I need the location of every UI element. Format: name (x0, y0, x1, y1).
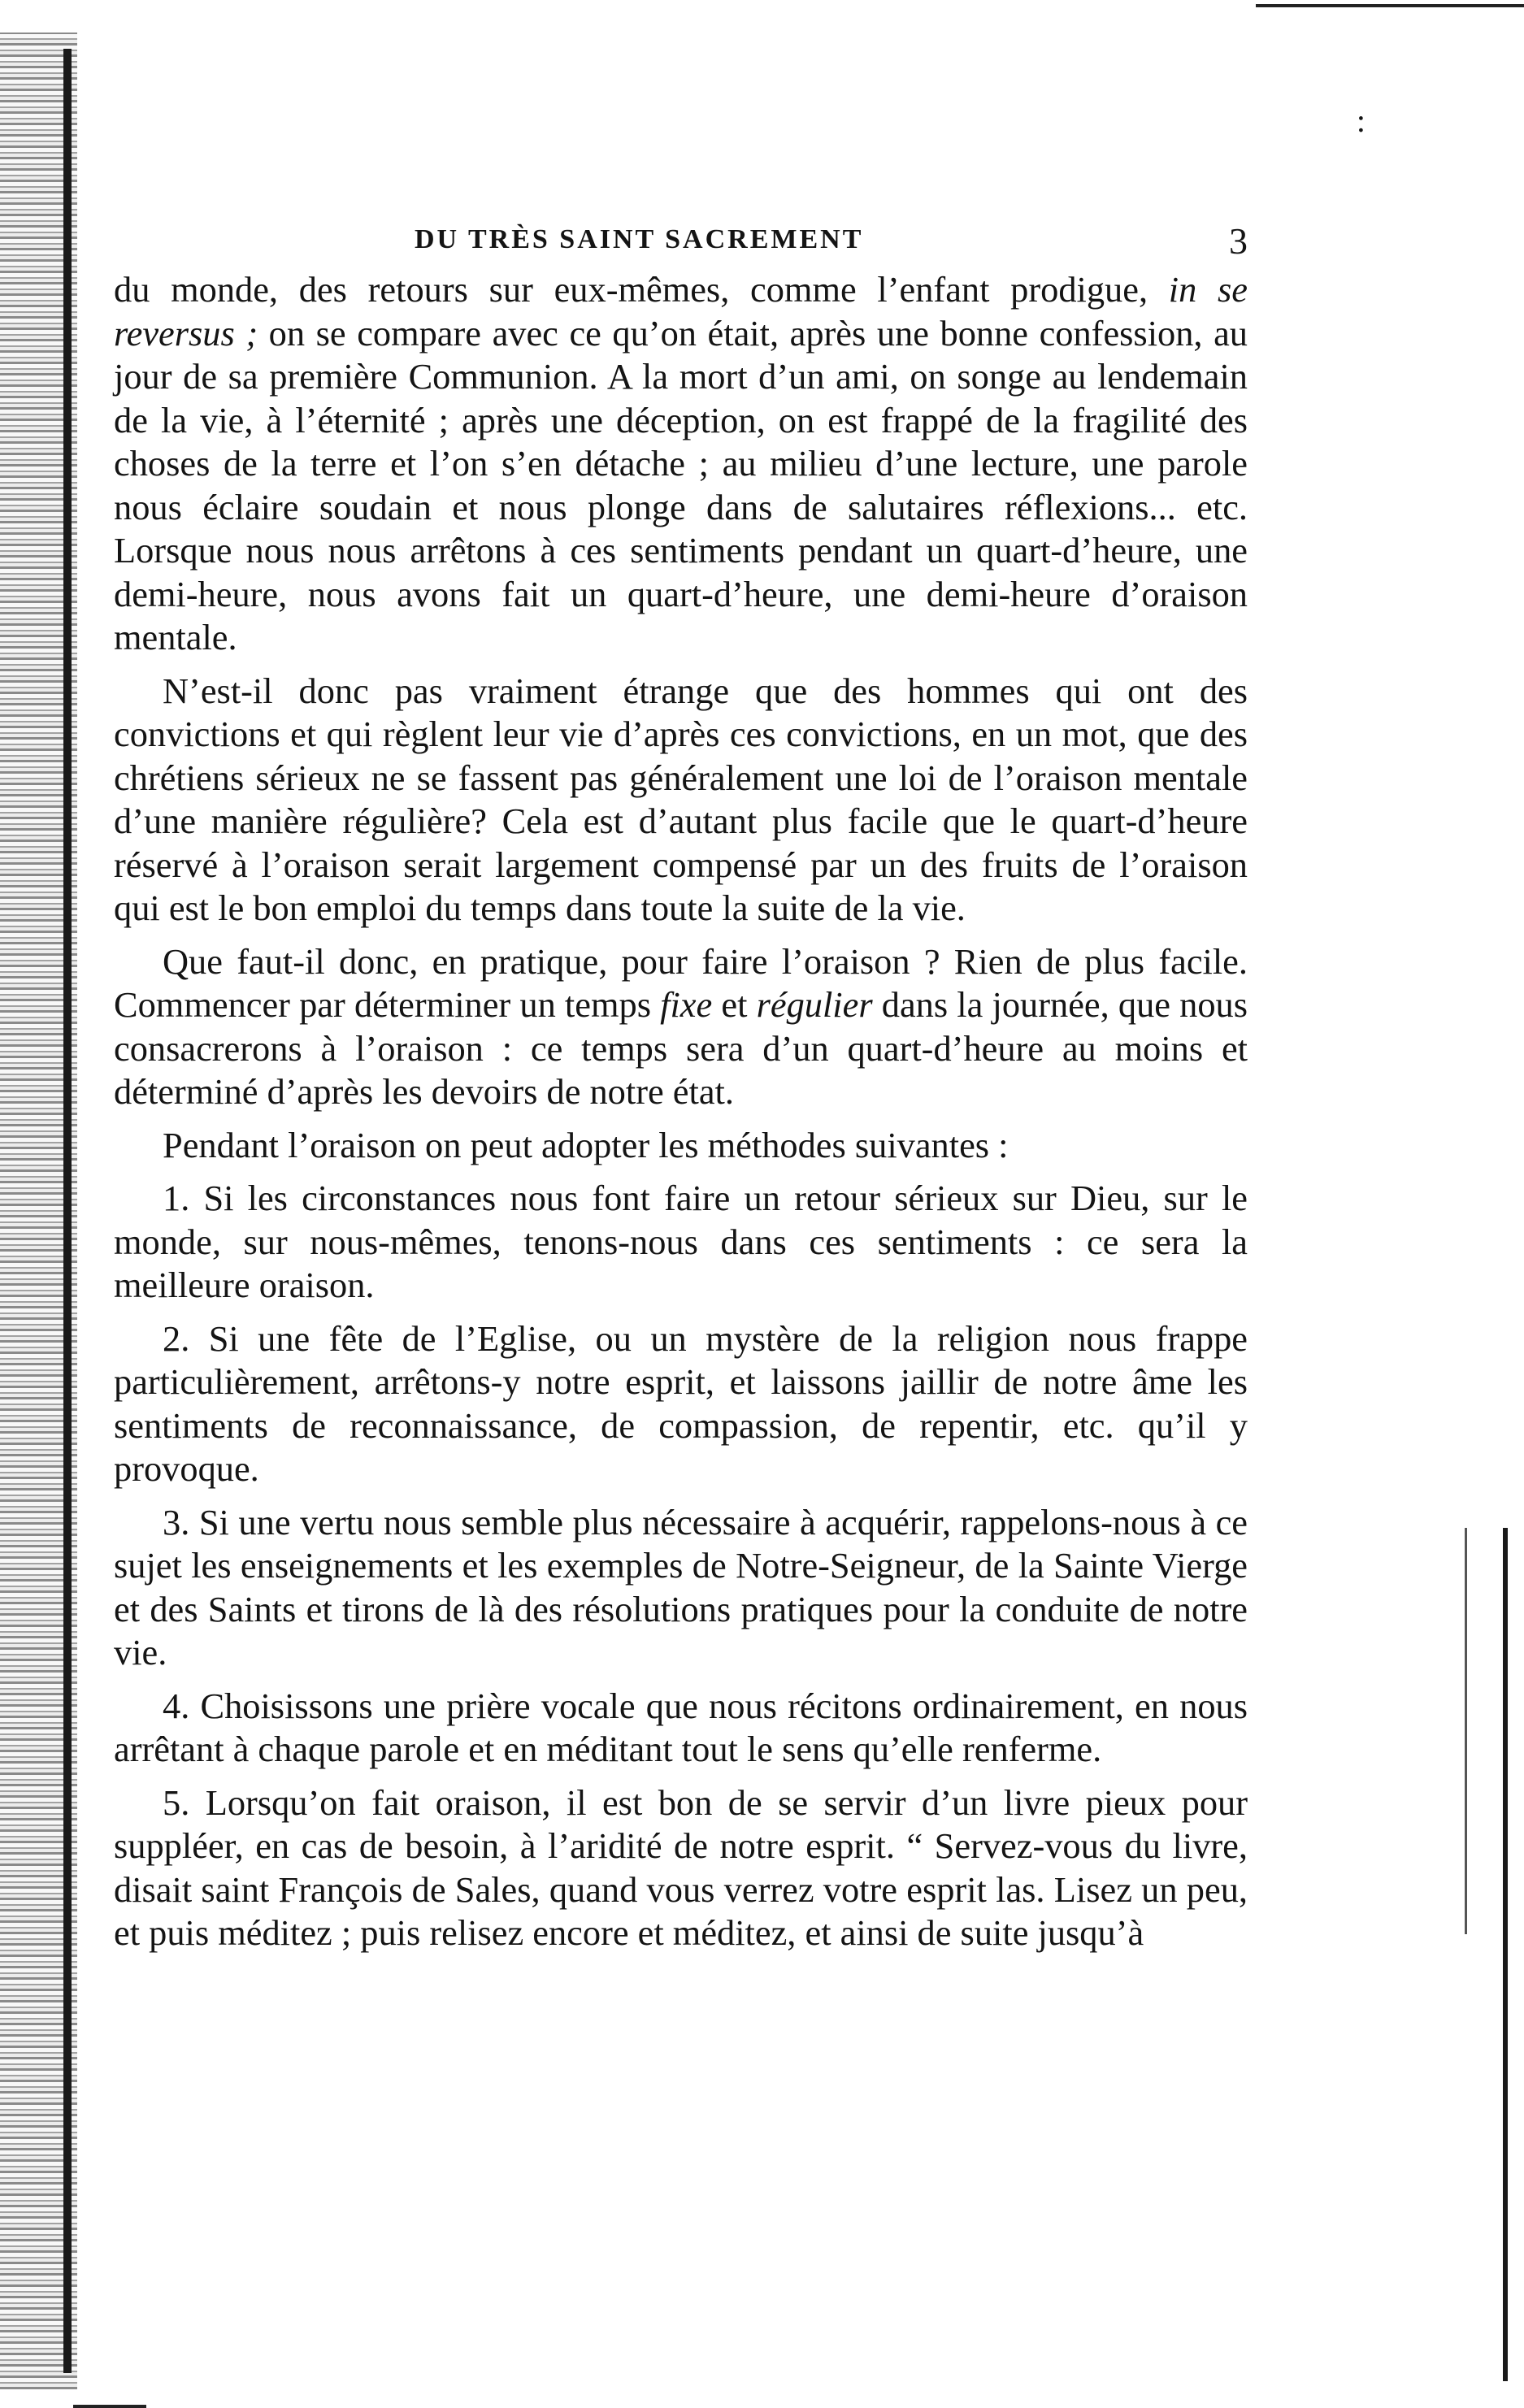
text-run: on se compare avec ce qu’on était, après une bonne confession, au jour de sa première Communion. A la mort d’un ami, on songe au lendemain de la vie, à l’éternité ; après une déception, on est frappé de la fragilité des choses de la terre et l’on s’en détache ; au milieu d’une lecture, une parole nous éclaire soudain et nous plonge dans de salutaires réflexions... etc. Lorsque nous nous arrêtons à ces sentiments pendant un quart-d’heure, une demi-heure, nous avons fait un quart-d’heure, une demi-heure d’oraison mentale. (114, 312, 1248, 657)
body-text (114, 268, 1248, 1965)
bottom-rule (73, 2405, 146, 2408)
paragraph (114, 670, 1248, 931)
paragraph (114, 1685, 1248, 1772)
text-run: 3. Si une vertu nous semble plus nécessaire à acquérir, rappelons-nous à ce sujet les enseignements et les exemples de Notre-Seigneur, de la Sainte Vierge et des Saints et tirons de là des résolutions pratiques pour la conduite de notre vie. (114, 1501, 1248, 1673)
text-run: du monde, des retours sur eux-mêmes, comme l’enfant prodigue, (114, 269, 1169, 310)
text-run: N’est-il donc pas vraiment étrange que des hommes qui ont des convictions et qui règlent leur vie d’après ces convictions, en un mot, que des chrétiens sérieux ne se fassent pas généralement une loi de l’oraison mentale d’une manière régulière? Cela est d’autant plus facile que le quart-d’heure réservé à l’oraison serait largement compensé par un des fruits de l’oraison qui est le bon emploi du temps dans toute la suite de la vie. (114, 670, 1248, 928)
margin-mark: : (1356, 102, 1366, 139)
text-run: 1. Si les circonstances nous font faire un retour sérieux sur Dieu, sur le monde, sur nous-mêmes, tenons-nous dans ces sentiments : ce sera la meilleure oraison. (114, 1178, 1248, 1305)
text-run: Que faut-il donc, en pratique, pour faire l’oraison ? Rien de plus facile. Commencer par déterminer un temps (114, 940, 1248, 1025)
paragraph (114, 1317, 1248, 1491)
italic-text: fixe (660, 984, 713, 1025)
text-run: 4. Choisissons une prière vocale que nous récitons ordinairement, en nous arrêtant à chaque parole et en méditant tout le sens qu’elle renferme. (114, 1685, 1248, 1769)
italic-text: régulier (756, 984, 873, 1025)
paragraph (114, 1501, 1248, 1675)
paragraph (114, 1124, 1248, 1168)
top-rule (1256, 4, 1524, 7)
paragraph (114, 940, 1248, 1114)
paragraph (114, 268, 1248, 660)
text-run: 5. Lorsqu’on fait oraison, il est bon de se servir d’un livre pieux pour suppléer, en cas de besoin, à l’aridité de notre esprit. “ Servez-vous du livre, disait saint François de Sales, quand vous verrez votre esprit las. Lisez un peu, et puis méditez ; puis relisez encore et méditez, et ainsi de suite jusqu’à (114, 1781, 1248, 1953)
paragraph (114, 1177, 1248, 1308)
text-run: 2. Si une fête de l’Eglise, ou un mystère de la religion nous frappe particulièrement, arrêtons-y notre esprit, et laissons jaillir de notre âme les sentiments de reconnaissance, de compassion, de repentir, etc. qu’il y provoque. (114, 1317, 1248, 1489)
binding-edge (63, 49, 72, 2373)
right-page-edge (1503, 1528, 1508, 2381)
page-number: 3 (1229, 220, 1248, 262)
text-run: dans la journée, que nous consacrerons à l’oraison : ce temps sera d’un quart-d’heure au moins et déterminé d’après les devoirs de notre état. (114, 984, 1248, 1112)
paragraph (114, 1781, 1248, 1955)
right-page-edge-inner (1465, 1528, 1467, 1934)
text-run: Pendant l’oraison on peut adopter les méthodes suivantes : (163, 1124, 1009, 1165)
text-run: et (712, 984, 757, 1025)
italic-text: in se reversus ; (114, 269, 1248, 354)
running-header (114, 219, 1248, 268)
running-title: DU TRÈS SAINT SACREMENT (415, 224, 864, 254)
